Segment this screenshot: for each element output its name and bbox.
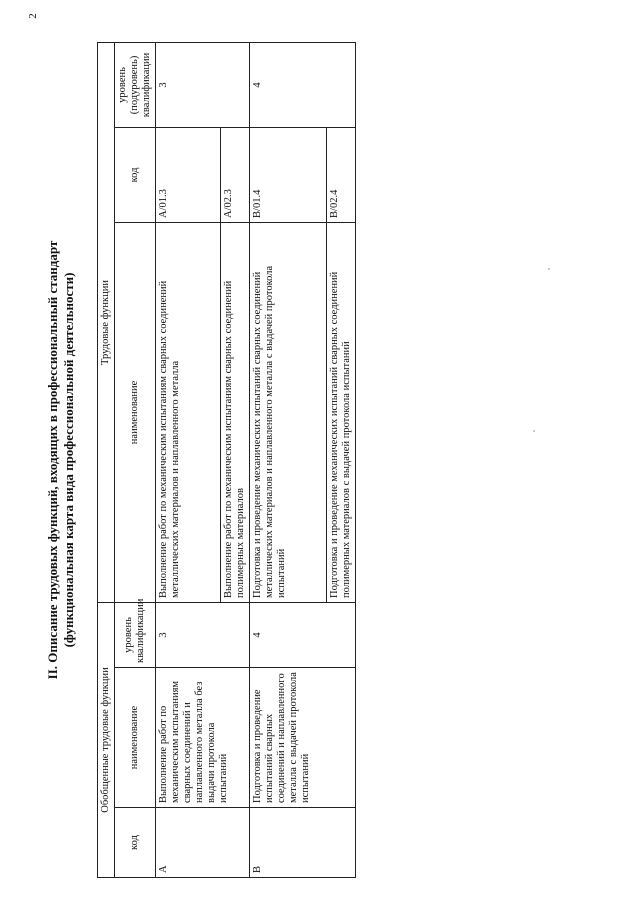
col-name: наименование [115,668,156,808]
scan-speck [548,268,550,270]
tf-name: Выполнение работ по механическим испытаниям сварных соединений металлических материалов и наплавленного металла [156,222,221,602]
tf-name: Подготовка и проведение механических испытаний сварных соединений полимерных материалов с выдачей протокола испытаний [327,222,356,602]
gf-level: 3 [156,602,250,667]
section-heading [45,40,81,880]
gf-name: Выполнение работ по механическим испытаниям сварных соединений и наплавленного металла без выдачи протокола испытаний [156,668,250,808]
header-generalized-functions: Обобщенные трудовые функции [98,602,115,877]
tf-sublevel: 3 [156,42,250,127]
table-row [250,42,327,877]
col-tf-code: код [115,127,156,222]
col-tf-name: наименование [115,222,156,602]
col-tf-sublevel: уровень (подуровень) квалификации [115,42,156,127]
gf-name: Подготовка и проведение испытаний сварных соединений и наплавленного металла с выдачей протокола испытаний [250,668,356,808]
heading-line-1: II. Описание трудовых функций, входящих в профессиональный стандарт [45,240,60,680]
tf-sublevel: 4 [250,42,356,127]
gf-code: A [156,808,250,878]
rotated-page-content [45,40,352,880]
heading-line-2: (функциональная карта вида профессиональной деятельности) [61,272,76,648]
group-header-row [98,42,115,877]
tf-name: Подготовка и проведение механических испытаний сварных соединений металлических материалов и наплавленного металла с выдачей протокола испытаний [250,222,327,602]
page-number: 2 [27,13,39,19]
tf-code: A/02.3 [221,127,250,222]
column-header-row [115,42,156,877]
functional-map-table [97,42,356,878]
table-row [156,42,221,877]
tf-code: B/01.4 [250,127,327,222]
tf-code: A/01.3 [156,127,221,222]
tf-code: B/02.4 [327,127,356,222]
scan-speck [533,430,535,432]
header-labor-functions: Трудовые функции [98,42,115,602]
col-qual-level: уровень квалификации [115,602,156,667]
col-code: код [115,808,156,878]
gf-code: B [250,808,356,878]
tf-name: Выполнение работ по механическим испытаниям сварных соединений полимерных материалов [221,222,250,602]
gf-level: 4 [250,602,356,667]
